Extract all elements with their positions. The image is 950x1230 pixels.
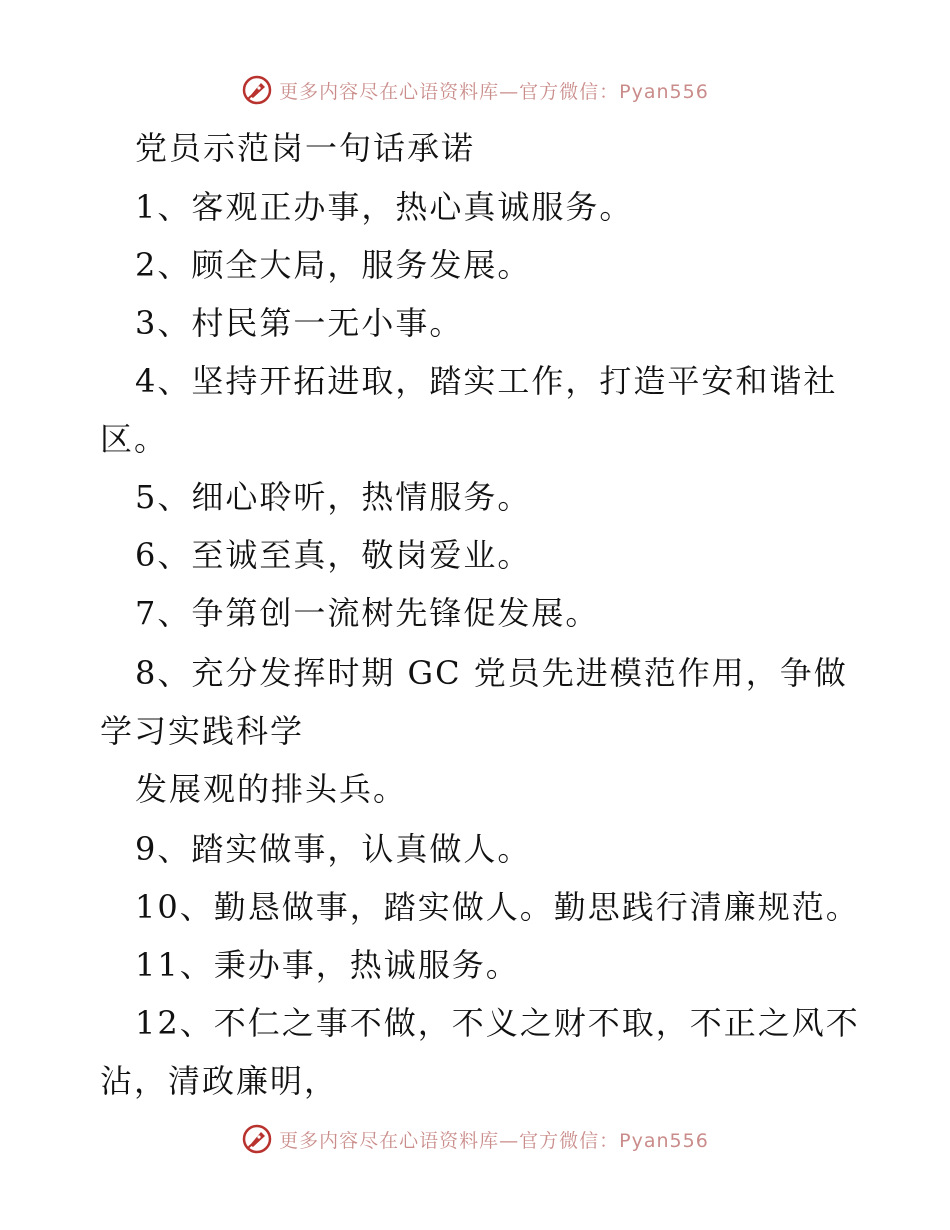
text-line: 发展观的排头兵。: [135, 770, 408, 808]
text-line: 8、充分发挥时期 GC 党员先进模范作用，争做: [135, 654, 848, 692]
text-line: 学习实践科学: [100, 712, 305, 750]
text-line: 6、至诚至真，敬岗爱业。: [135, 536, 532, 574]
footer-banner: [0, 1121, 950, 1157]
text-line: 5、细心聆听，热情服务。: [135, 478, 532, 516]
text-line: 4、坚持开拓进取，踏实工作，打造平安和谐社: [135, 362, 838, 400]
pen-nib-seal-icon: [241, 1123, 273, 1155]
text-line: 沾，清政廉明，: [100, 1062, 339, 1100]
footer-banner-text: 更多内容尽在心语资料库—官方微信：Pyan556: [279, 1129, 709, 1152]
header-banner-text: 更多内容尽在心语资料库—官方微信：Pyan556: [279, 80, 709, 103]
text-line: 10、勤恳做事，踏实做人。勤思践行清廉规范。: [135, 888, 860, 926]
text-line: 2、顾全大局，服务发展。: [135, 246, 532, 284]
text-line: 7、争第创一流树先锋促发展。: [135, 594, 600, 632]
text-line: 区。: [100, 420, 169, 458]
text-line: 3、村民第一无小事。: [135, 304, 464, 342]
text-line: 11、秉办事，热诚服务。: [135, 946, 520, 984]
text-line: 9、踏实做事，认真做人。: [135, 830, 532, 868]
text-line: 12、不仁之事不做，不义之财不取，不正之风不: [135, 1004, 860, 1042]
text-line: 1、客观正办事，热心真诚服务。: [135, 188, 634, 226]
document-title: 党员示范岗一句话承诺: [135, 129, 476, 167]
